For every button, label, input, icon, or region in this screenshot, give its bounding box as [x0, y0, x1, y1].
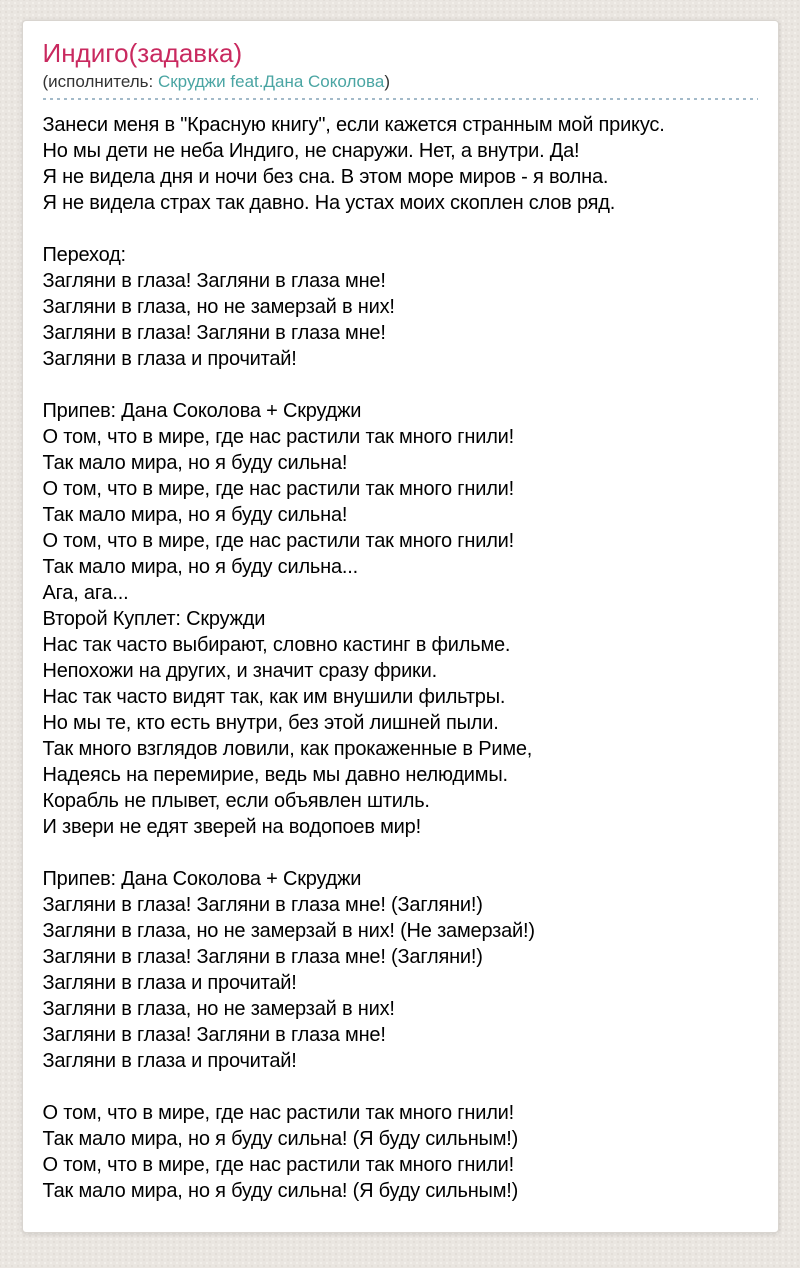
- dotted-separator: [43, 98, 758, 100]
- lyrics-line: Припев: Дана Соколова + Скруджи: [42, 400, 362, 422]
- lyrics-line: Загляни в глаза! Загляни в глаза мне!: [42, 270, 386, 292]
- lyrics-line: Так мало мира, но я буду сильна!: [42, 504, 348, 526]
- lyrics-line: Загляни в глаза! Загляни в глаза мне! (Загляни!): [42, 946, 483, 968]
- lyrics-text: [43, 112, 758, 1204]
- lyrics-line: Загляни в глаза! Загляни в глаза мне!: [42, 1024, 386, 1046]
- lyrics-stanza: [43, 1100, 758, 1204]
- page-background: [0, 20, 800, 1268]
- lyrics-line: Загляни в глаза, но не замерзай в них!: [42, 998, 395, 1020]
- lyrics-line: Загляни в глаза и прочитай!: [42, 1050, 297, 1072]
- lyrics-line: Переход:: [42, 244, 126, 266]
- lyrics-line: И звери не едят зверей на водопоев мир!: [42, 816, 421, 838]
- lyrics-line: Так мало мира, но я буду сильна! (Я буду сильным!): [42, 1180, 519, 1202]
- lyrics-line: Второй Куплет: Скружди: [42, 608, 266, 630]
- lyrics-stanza: [43, 242, 758, 372]
- lyrics-line: Так много взглядов ловили, как прокаженные в Риме,: [42, 738, 533, 760]
- page-title: Индиго(задавка): [42, 38, 243, 68]
- lyrics-line: Загляни в глаза и прочитай!: [42, 972, 297, 994]
- lyrics-line: О том, что в мире, где нас растили так много гнили!: [42, 530, 515, 552]
- lyrics-line: Так мало мира, но я буду сильна...: [42, 556, 358, 578]
- lyrics-line: Загляни в глаза и прочитай!: [42, 348, 297, 370]
- lyrics-line: Загляни в глаза, но не замерзай в них! (Не замерзай!): [42, 920, 535, 942]
- lyrics-line: Так мало мира, но я буду сильна! (Я буду сильным!): [42, 1128, 519, 1150]
- lyrics-line: Надеясь на перемирие, ведь мы давно нелюдимы.: [42, 764, 508, 786]
- lyrics-line: Я не видела страх так давно. На устах моих скоплен слов ряд.: [42, 192, 616, 214]
- lyrics-line: Но мы те, кто есть внутри, без этой лишней пыли.: [42, 712, 499, 734]
- lyrics-line: О том, что в мире, где нас растили так много гнили!: [42, 426, 515, 448]
- lyrics-line: Припев: Дана Соколова + Скруджи: [42, 868, 362, 890]
- lyrics-card: [22, 20, 779, 1233]
- artist-label-prefix: (исполнитель:: [42, 72, 158, 91]
- lyrics-stanza: [43, 398, 758, 840]
- artist-link[interactable]: Скруджи feat.Дана Соколова: [157, 72, 385, 91]
- lyrics-line: Загляни в глаза! Загляни в глаза мне!: [42, 322, 386, 344]
- lyrics-line: Загляни в глаза! Загляни в глаза мне! (Загляни!): [42, 894, 483, 916]
- lyrics-line: Занеси меня в "Красную книгу", если кажется странным мой прикус.: [42, 114, 665, 136]
- lyrics-line: О том, что в мире, где нас растили так много гнили!: [42, 1102, 515, 1124]
- lyrics-line: Непохожи на других, и значит сразу фрики.: [42, 660, 437, 682]
- lyrics-line: Загляни в глаза, но не замерзай в них!: [42, 296, 395, 318]
- lyrics-line: Ага, ага...: [42, 582, 129, 604]
- lyrics-line: Но мы дети не неба Индиго, не снаружи. Нет, а внутри. Да!: [42, 140, 580, 162]
- lyrics-line: Так мало мира, но я буду сильна!: [42, 452, 348, 474]
- lyrics-line: Я не видела дня и ночи без сна. В этом море миров - я волна.: [42, 166, 609, 188]
- artist-line: [43, 71, 758, 98]
- lyrics-stanza: [43, 866, 758, 1074]
- lyrics-line: О том, что в мире, где нас растили так много гнили!: [42, 1154, 515, 1176]
- artist-label-suffix: ): [384, 72, 390, 91]
- lyrics-line: Корабль не плывет, если объявлен штиль.: [42, 790, 430, 812]
- lyrics-line: Нас так часто видят так, как им внушили фильтры.: [42, 686, 506, 708]
- lyrics-line: Нас так часто выбирают, словно кастинг в фильме.: [42, 634, 511, 656]
- lyrics-line: О том, что в мире, где нас растили так много гнили!: [42, 478, 515, 500]
- lyrics-stanza: [43, 112, 758, 216]
